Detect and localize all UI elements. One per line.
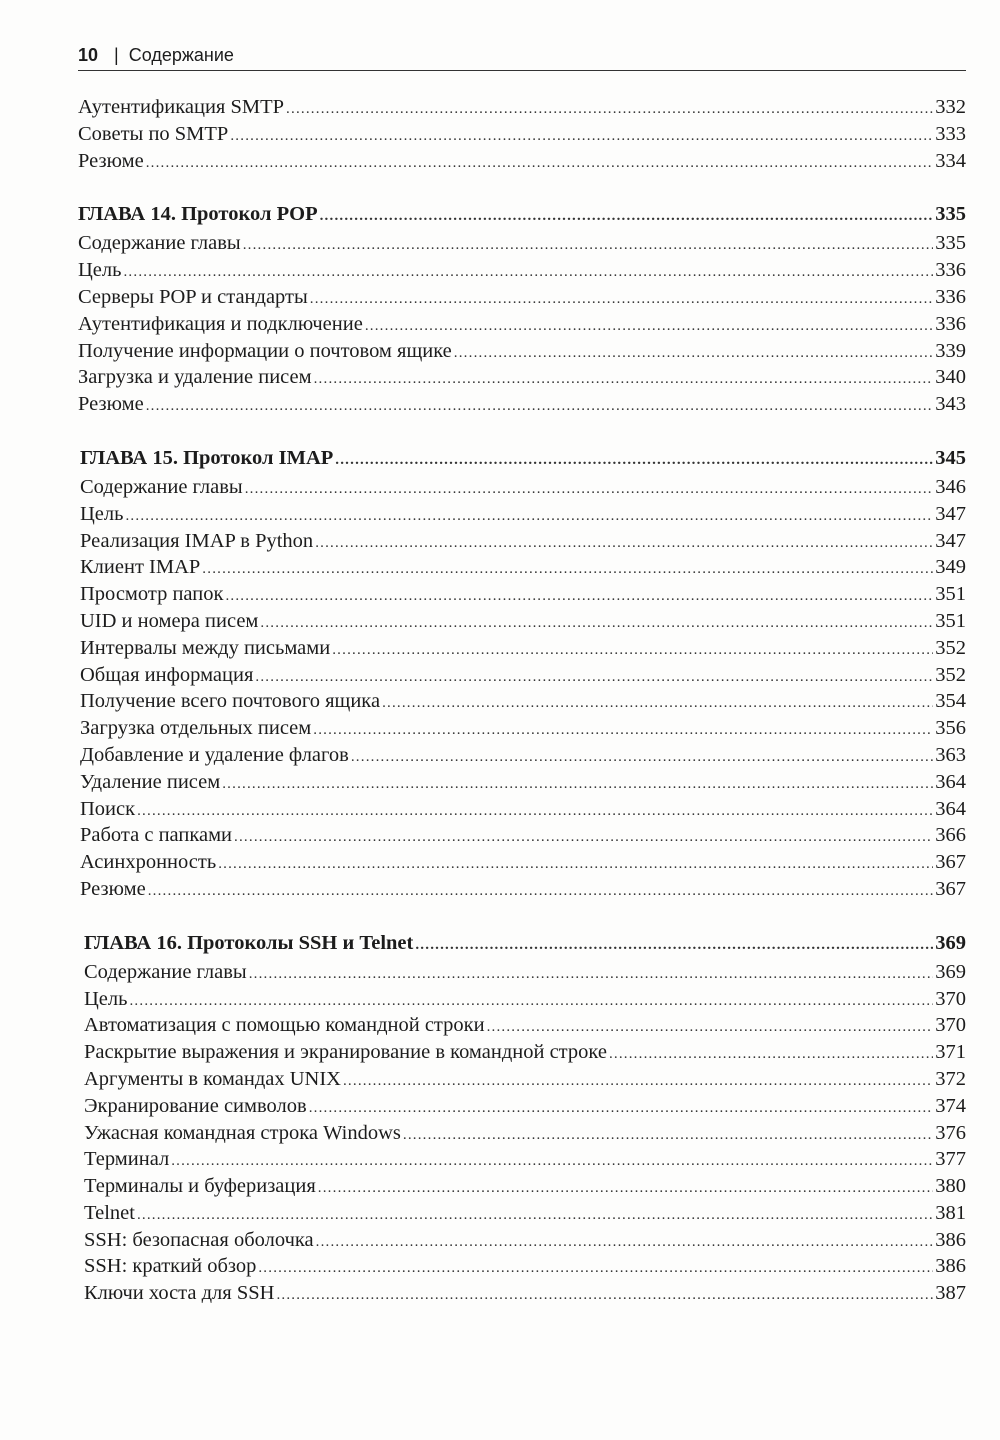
- entry-title: Содержание главы: [84, 960, 247, 983]
- entry-page: 366: [935, 824, 966, 847]
- chapter-title: ГЛАВА 14. Протокол POP: [78, 203, 318, 226]
- toc-entry[interactable]: [80, 688, 966, 715]
- dot-leader: [320, 201, 934, 231]
- entry-page: 351: [935, 609, 966, 632]
- entry-page: 347: [935, 502, 966, 525]
- entry-title: Удаление писем: [80, 770, 221, 793]
- dot-leader: [249, 961, 934, 988]
- dot-leader: [286, 96, 933, 123]
- entry-title: Получение информации о почтовом ящике: [78, 339, 452, 362]
- page-number: 10: [78, 45, 99, 65]
- toc-entry[interactable]: [78, 364, 966, 391]
- dot-leader: [125, 503, 933, 530]
- dot-leader: [123, 259, 933, 286]
- entry-page: 347: [935, 529, 966, 552]
- entry-title: Резюме: [80, 877, 146, 900]
- entry-page: 372: [935, 1067, 966, 1090]
- chapter-14: [78, 199, 966, 418]
- toc-entry[interactable]: [84, 1039, 966, 1066]
- entry-title: Экранирование символов: [84, 1094, 307, 1117]
- entry-page: 332: [935, 96, 966, 118]
- toc-entry[interactable]: [84, 1093, 966, 1120]
- dot-leader: [351, 744, 933, 771]
- dot-leader: [137, 1202, 933, 1229]
- dot-leader: [218, 851, 933, 878]
- toc-entry[interactable]: [78, 338, 966, 365]
- toc-entry[interactable]: [80, 822, 966, 849]
- entry-page: 376: [935, 1121, 966, 1144]
- toc-entry[interactable]: [84, 1253, 966, 1280]
- entry-page: 346: [935, 475, 966, 498]
- chapter-title: ГЛАВА 16. Протоколы SSH и Telnet: [84, 931, 414, 954]
- toc-entry[interactable]: [84, 1173, 966, 1200]
- dot-leader: [313, 717, 933, 744]
- dot-leader: [129, 988, 933, 1015]
- entry-title: Поиск: [80, 797, 136, 820]
- entry-page: 377: [935, 1148, 966, 1171]
- dot-leader: [316, 1229, 934, 1256]
- entry-page: 334: [935, 149, 966, 172]
- entry-title: Работа с папками: [80, 824, 233, 847]
- entry-title: Аутентификация и подключение: [78, 312, 363, 335]
- toc-entry[interactable]: [80, 796, 966, 823]
- entry-title: Содержание главы: [78, 232, 241, 255]
- entry-page: 333: [935, 122, 966, 145]
- dot-leader: [171, 1148, 933, 1175]
- entry-title: Советы по SMTP: [78, 122, 229, 145]
- entry-title: Содержание главы: [80, 475, 243, 498]
- toc-entry[interactable]: [84, 1200, 966, 1227]
- chapter-heading[interactable]: [78, 199, 966, 229]
- toc-entry[interactable]: [84, 1066, 966, 1093]
- entry-title: Цель: [80, 502, 124, 525]
- toc-entry[interactable]: [84, 959, 966, 986]
- entry-page: 339: [935, 339, 966, 362]
- entry-title: Автоматизация с помощью командной строки: [84, 1014, 485, 1037]
- toc-entry[interactable]: [80, 474, 966, 501]
- entry-page: 352: [935, 663, 966, 686]
- dot-leader: [365, 313, 933, 340]
- toc-entry[interactable]: [84, 986, 966, 1013]
- entry-page: 386: [935, 1255, 966, 1278]
- entry-title: Telnet: [84, 1201, 135, 1224]
- toc-entry[interactable]: [78, 311, 966, 338]
- dot-leader: [258, 1255, 933, 1282]
- dot-leader: [243, 232, 934, 259]
- entry-page: 387: [935, 1282, 966, 1305]
- chapter-heading[interactable]: [84, 928, 966, 958]
- dot-leader: [335, 445, 933, 475]
- toc-entry[interactable]: [78, 94, 966, 121]
- chapter-title: ГЛАВА 15. Протокол IMAP: [80, 446, 334, 469]
- toc-entry[interactable]: [78, 121, 966, 148]
- toc-entry[interactable]: [84, 1120, 966, 1147]
- dot-leader: [609, 1041, 933, 1068]
- entry-page: 380: [935, 1175, 966, 1198]
- toc-entry[interactable]: [80, 554, 966, 581]
- entry-page: 369: [935, 960, 966, 983]
- toc-entry[interactable]: [78, 148, 966, 175]
- entry-page: 336: [935, 259, 966, 282]
- dot-leader: [415, 930, 933, 960]
- entry-page: 336: [935, 285, 966, 308]
- dot-leader: [309, 1095, 934, 1122]
- entry-title: Резюме: [78, 149, 144, 172]
- entry-title: Загрузка отдельных писем: [80, 717, 312, 740]
- entry-page: 367: [935, 877, 966, 900]
- entry-title: Общая информация: [80, 663, 254, 686]
- toc-entry[interactable]: [80, 742, 966, 769]
- running-head: [78, 42, 966, 71]
- dot-leader: [148, 878, 934, 905]
- chapter-heading[interactable]: [80, 443, 966, 473]
- toc-entry[interactable]: [80, 581, 966, 608]
- entry-page: 351: [935, 583, 966, 606]
- dot-leader: [276, 1282, 933, 1309]
- entry-title: Загрузка и удаление писем: [78, 366, 312, 389]
- toc-entry[interactable]: [84, 1012, 966, 1039]
- toc-entry[interactable]: [80, 769, 966, 796]
- entry-title: Серверы POP и стандарты: [78, 285, 308, 308]
- entry-title: Реализация IMAP в Python: [80, 529, 314, 552]
- toc-entry[interactable]: [84, 1146, 966, 1173]
- dot-leader: [222, 771, 933, 798]
- continued-entries: [78, 94, 966, 174]
- entry-title: Получение всего почтового ящика: [80, 690, 381, 713]
- entry-page: 386: [935, 1228, 966, 1251]
- entry-title: Просмотр папок: [80, 583, 224, 606]
- dot-leader: [382, 690, 933, 717]
- toc-entry[interactable]: [80, 662, 966, 689]
- toc-entry[interactable]: [84, 1227, 966, 1254]
- entry-title: Добавление и удаление флагов: [80, 743, 349, 766]
- dot-leader: [225, 583, 933, 610]
- dot-leader: [146, 150, 934, 177]
- entry-page: 364: [935, 770, 966, 793]
- entry-page: 335: [935, 232, 966, 255]
- dot-leader: [332, 637, 933, 664]
- entry-title: Терминалы и буферизация: [84, 1175, 316, 1198]
- entry-page: 370: [935, 1014, 966, 1037]
- dot-leader: [202, 556, 933, 583]
- dot-leader: [230, 123, 933, 150]
- entry-page: 356: [935, 717, 966, 740]
- entry-page: 343: [935, 393, 966, 416]
- entry-page: 336: [935, 312, 966, 335]
- dot-leader: [146, 393, 934, 420]
- table-of-contents: [78, 94, 966, 1307]
- entry-title: Раскрытие выражения и экранирование в командной строке: [84, 1041, 607, 1064]
- toc-entry[interactable]: [80, 501, 966, 528]
- entry-title: UID и номера писем: [80, 609, 259, 632]
- chapter-16: [78, 928, 966, 1307]
- entry-page: 363: [935, 743, 966, 766]
- dot-leader: [310, 286, 933, 313]
- dot-leader: [454, 340, 933, 367]
- dot-leader: [314, 366, 934, 393]
- toc-entry[interactable]: [84, 1280, 966, 1307]
- entry-title: Ужасная командная строка Windows: [84, 1121, 401, 1144]
- dot-leader: [137, 798, 933, 825]
- toc-entry[interactable]: [78, 284, 966, 311]
- entry-title: Резюме: [78, 393, 144, 416]
- entry-title: Аутентификация SMTP: [78, 96, 285, 118]
- section-title: Содержание: [128, 45, 234, 65]
- chapter-15: [78, 443, 966, 903]
- entry-title: Интервалы между письмами: [80, 636, 331, 659]
- entry-title: SSH: безопасная оболочка: [84, 1228, 314, 1251]
- entry-page: 374: [935, 1094, 966, 1117]
- chapter-page: 335: [935, 203, 966, 226]
- entry-page: 367: [935, 851, 966, 874]
- entry-title: Цель: [78, 259, 122, 282]
- entry-title: Асинхронность: [80, 851, 217, 874]
- entry-page: 352: [935, 636, 966, 659]
- entry-page: 371: [935, 1041, 966, 1064]
- toc-entry[interactable]: [78, 230, 966, 257]
- dot-leader: [234, 824, 933, 851]
- dot-leader: [255, 664, 933, 691]
- dot-leader: [487, 1014, 934, 1041]
- entry-page: 381: [935, 1201, 966, 1224]
- entry-page: 340: [935, 366, 966, 389]
- entry-page: 354: [935, 690, 966, 713]
- header-separator: |: [114, 45, 119, 65]
- dot-leader: [403, 1122, 933, 1149]
- entry-page: 364: [935, 797, 966, 820]
- entry-title: Ключи хоста для SSH: [84, 1282, 275, 1305]
- dot-leader: [260, 610, 933, 637]
- toc-entry[interactable]: [80, 715, 966, 742]
- entry-page: 349: [935, 556, 966, 579]
- toc-entry[interactable]: [78, 257, 966, 284]
- entry-page: 370: [935, 987, 966, 1010]
- toc-entry[interactable]: [80, 635, 966, 662]
- toc-entry[interactable]: [80, 849, 966, 876]
- dot-leader: [245, 476, 934, 503]
- entry-title: Клиент IMAP: [80, 556, 201, 579]
- entry-title: Терминал: [84, 1148, 170, 1171]
- toc-entry[interactable]: [78, 391, 966, 418]
- dot-leader: [318, 1175, 933, 1202]
- toc-entry[interactable]: [80, 608, 966, 635]
- dot-leader: [343, 1068, 933, 1095]
- entry-title: Цель: [84, 987, 128, 1010]
- toc-entry[interactable]: [80, 528, 966, 555]
- toc-entry[interactable]: [80, 876, 966, 903]
- entry-title: Аргументы в командах UNIX: [84, 1067, 341, 1090]
- dot-leader: [315, 530, 933, 557]
- chapter-page: 369: [935, 931, 966, 954]
- entry-title: SSH: краткий обзор: [84, 1255, 257, 1278]
- chapter-page: 345: [935, 446, 966, 469]
